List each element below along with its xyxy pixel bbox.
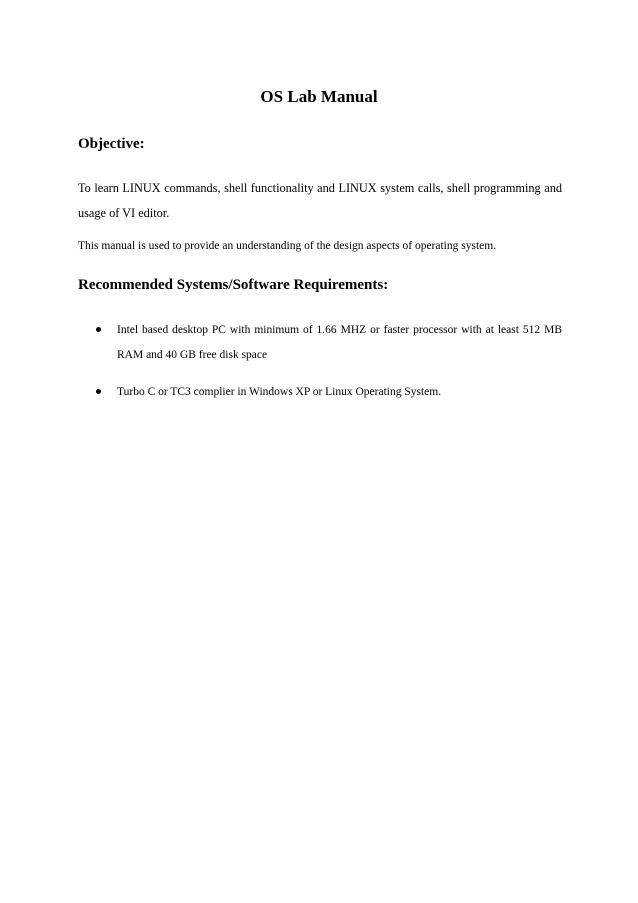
list-item-text: Turbo C or TC3 complier in Windows XP or Linux Operating System.: [117, 386, 442, 398]
bullet-icon: [96, 327, 101, 332]
manual-purpose-paragraph: This manual is used to provide an understanding of the design aspects of operating system.: [78, 240, 497, 252]
page-title: OS Lab Manual: [260, 87, 378, 106]
bullet-icon: [96, 389, 101, 394]
objective-paragraph: To learn LINUX commands, shell functionality and LINUX system calls, shell programming and usage of VI editor.: [78, 181, 562, 220]
objective-heading: Objective:: [78, 136, 145, 152]
requirements-heading: Recommended Systems/Software Requirements:: [78, 277, 389, 293]
list-item-text: Intel based desktop PC with minimum of 1.66 MHZ or faster processor with at least 512 MB RAM and 40 GB free disk space: [117, 324, 562, 361]
